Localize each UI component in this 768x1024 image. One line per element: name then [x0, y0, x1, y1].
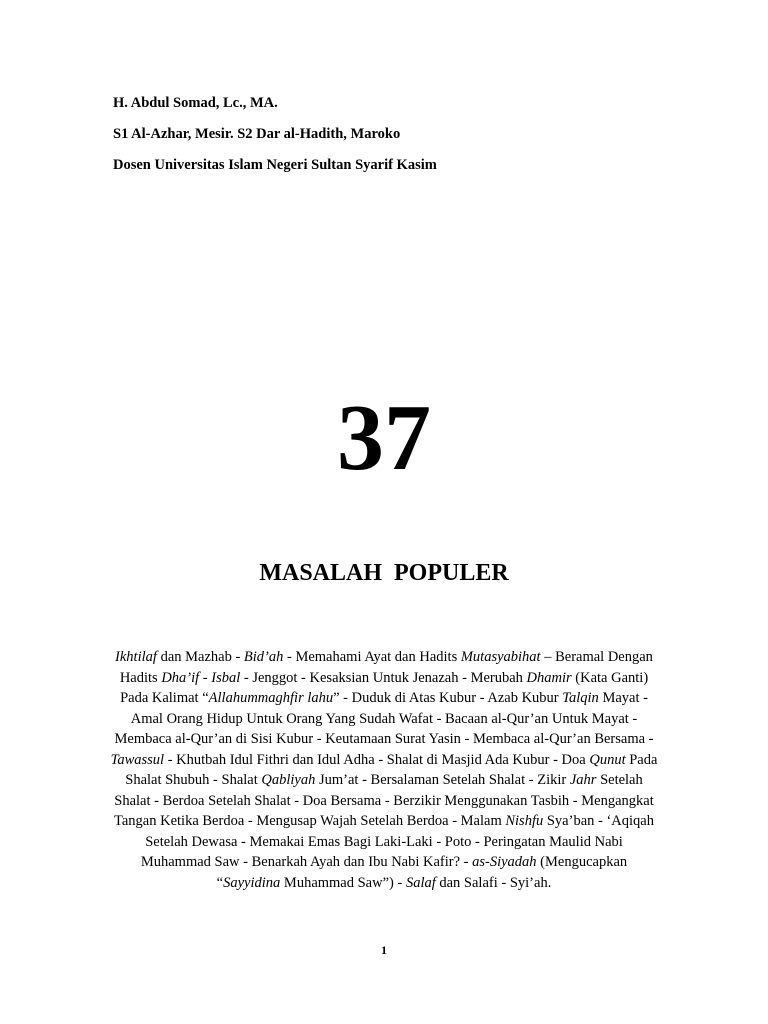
summary-text: (Kata Ganti) Pada Kalimat “ [120, 669, 649, 706]
summary-italic-term: Ikhtilaf [115, 649, 157, 665]
title-number: 37 [337, 386, 431, 490]
summary-italic-term: Qunut [589, 751, 626, 768]
summary-italic-term: Dha’if - Isbal [161, 669, 241, 686]
summary-text: - Khutbah Idul Fithri dan Idul Adha - Shalat di Masjid Ada Kubur - Doa [164, 751, 590, 768]
summary-italic-term: Jahr [569, 772, 597, 788]
summary-italic-term: as-Siyadah [472, 854, 537, 870]
author-block [113, 93, 713, 186]
summary-italic-term: Qabliyah [261, 772, 316, 788]
summary-italic-term: Allahummaghfir lahu [208, 690, 334, 706]
summary-text: dan Mazhab - [156, 649, 244, 665]
summary-text: - Memahami Ayat dan Hadits [283, 649, 461, 665]
summary-text: Mayat - Amal Orang Hidup Untuk Orang Yang Sudah Wafat - Bacaan al-Qur’an Untuk Mayat - Membaca al-Qur’an di Sisi Kubur - Keutamaan Surat Yasin - Membaca al-Qur’an Bersama - [114, 690, 654, 747]
summary-text: dan Salafi - Syi’ah. [435, 874, 552, 891]
summary-text: Pada Shalat Shubuh - Shalat [125, 751, 658, 788]
page-number: 1 [381, 943, 387, 957]
summary-text: Jum’at - Bersalaman Setelah Shalat - Zikir [315, 772, 570, 788]
summary-italic-term: Salaf [405, 874, 436, 891]
summary-text: – Beramal Dengan Hadits [119, 649, 653, 686]
summary-text: (Mengucapkan “ [216, 854, 628, 891]
summary-text: ” - Duduk di Atas Kubur - Azab Kubur [333, 690, 563, 706]
summary-italic-term: Talqin [562, 690, 599, 706]
author-education: S1 Al-Azhar, Mesir. S2 Dar al-Hadith, Maroko [113, 126, 401, 142]
summary-text: Muhammad Saw”) - [280, 874, 406, 891]
summary-italic-term: Nishfu [505, 813, 544, 829]
summary-text: - Jenggot - Kesaksian Untuk Jenazah - Merubah [240, 669, 527, 686]
summary-text: Sya’ban - ‘Aqiqah Setelah Dewasa - Memakai Emas Bagi Laki-Laki - Poto - Peringatan Maulid Nabi Muhammad Saw - Benarkah Ayah dan Ibu Nabi Kafir? - [140, 813, 654, 870]
summary-text: Setelah Shalat - Berdoa Setelah Shalat - Doa Bersama - Berzikir Menggunakan Tasbih - Mengangkat Tangan Ketika Berdoa - Mengusap Wajah Setelah Berdoa - Malam [114, 772, 654, 829]
book-title: MASALAH POPULER [259, 560, 509, 586]
author-name: H. Abdul Somad, Lc., MA. [113, 95, 278, 111]
summary-italic-term: Sayyidina [223, 874, 281, 891]
summary-italic-term: Bid’ah [243, 649, 284, 665]
summary-paragraph [110, 647, 658, 893]
summary-italic-term: Tawassul [110, 751, 165, 768]
summary-italic-term: Mutasyabihat [460, 649, 541, 665]
author-position: Dosen Universitas Islam Negeri Sultan Syarif Kasim [113, 157, 437, 173]
summary-italic-term: Dhamir [526, 669, 572, 686]
